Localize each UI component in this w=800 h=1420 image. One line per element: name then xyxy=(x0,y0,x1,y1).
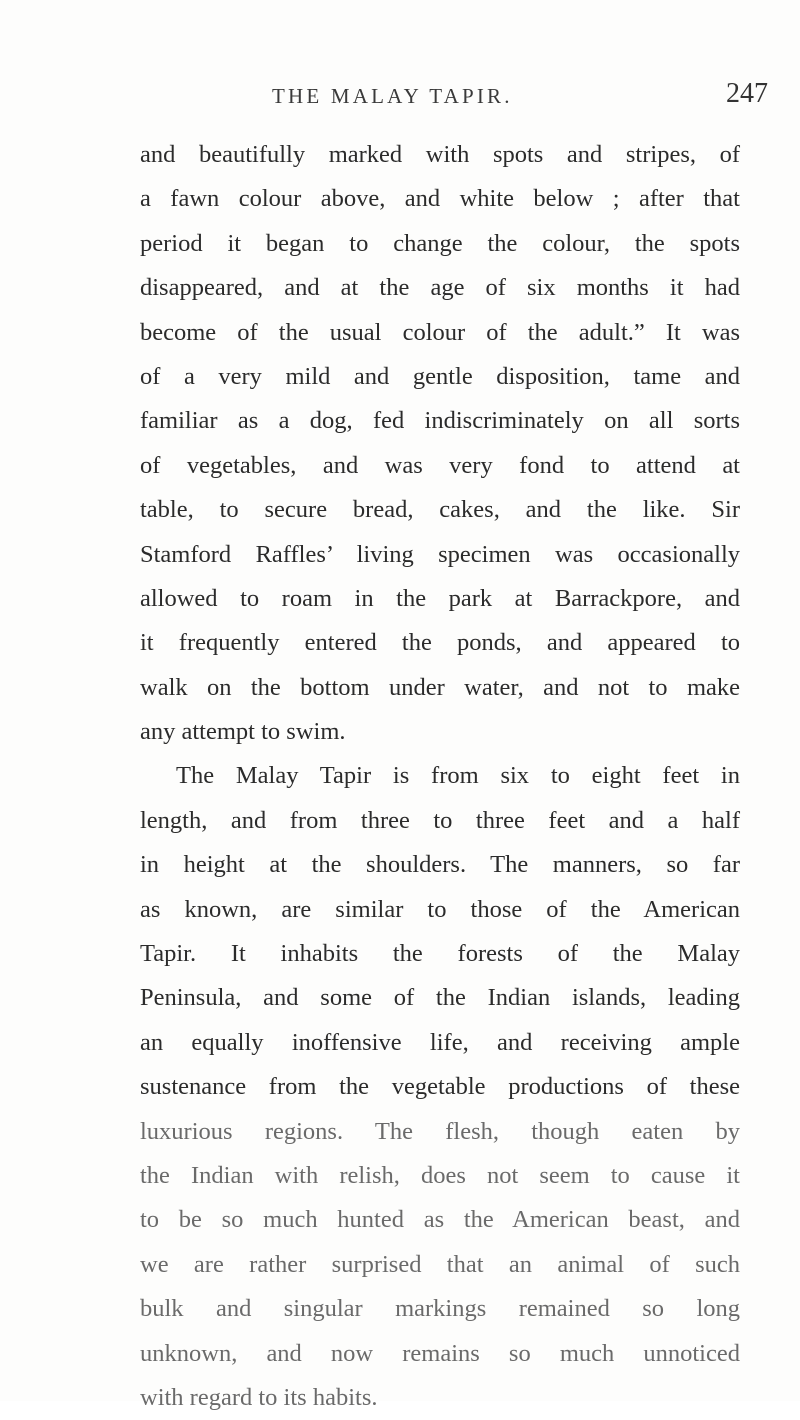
text-line: luxurious regions. The flesh, though eaten by xyxy=(140,1117,740,1145)
text-line: it frequently entered the ponds, and appeared to xyxy=(140,629,740,657)
text-line: sustenance from the vegetable productions of these xyxy=(140,1073,740,1101)
text-line: of vegetables, and was very fond to attend at xyxy=(140,451,740,479)
text-line: Tapir. It inhabits the forests of the Malay xyxy=(140,940,740,968)
text-line: bulk and singular markings remained so long xyxy=(140,1295,740,1323)
page-number: 247 xyxy=(726,78,768,109)
paragraph-1 xyxy=(140,133,740,754)
text-line: in height at the shoulders. The manners, so far xyxy=(140,851,740,879)
text-line: become of the usual colour of the adult.” It was xyxy=(140,318,740,346)
text-line: of a very mild and gentle disposition, tame and xyxy=(140,362,740,390)
text-line: length, and from three to three feet and a half xyxy=(140,806,740,834)
text-line: disappeared, and at the age of six months it had xyxy=(140,274,740,302)
paragraph-2 xyxy=(140,754,740,1420)
running-header xyxy=(0,78,800,118)
text-line: Stamford Raffles’ living specimen was occasionally xyxy=(140,540,740,568)
text-line: and beautifully marked with spots and stripes, of xyxy=(140,141,740,168)
text-line: to be so much hunted as the American beast, and xyxy=(140,1206,740,1234)
text-line: as known, are similar to those of the American xyxy=(140,895,740,923)
text-line: the Indian with relish, does not seem to cause it xyxy=(140,1161,740,1189)
text-line: we are rather surprised that an animal of such xyxy=(140,1250,740,1278)
text-line: with regard to its habits. xyxy=(140,1383,378,1411)
text-line: any attempt to swim. xyxy=(140,718,346,746)
text-line: The Malay Tapir is from six to eight feet in xyxy=(176,762,740,790)
text-line: familiar as a dog, fed indiscriminately on all sorts xyxy=(140,407,740,435)
text-line: Peninsula, and some of the Indian islands, leading xyxy=(140,984,740,1012)
text-line: a fawn colour above, and white below ; after that xyxy=(140,185,740,213)
body-text xyxy=(140,133,740,1420)
text-line: table, to secure bread, cakes, and the like. Sir xyxy=(140,496,740,524)
text-line: an equally inoffensive life, and receiving ample xyxy=(140,1028,740,1056)
text-line: unknown, and now remains so much unnoticed xyxy=(140,1339,740,1367)
text-line: allowed to roam in the park at Barrackpore, and xyxy=(140,584,740,612)
running-title: THE MALAY TAPIR. xyxy=(272,84,513,108)
text-line: period it began to change the colour, the spots xyxy=(140,229,740,257)
text-line: walk on the bottom under water, and not to make xyxy=(140,673,740,701)
